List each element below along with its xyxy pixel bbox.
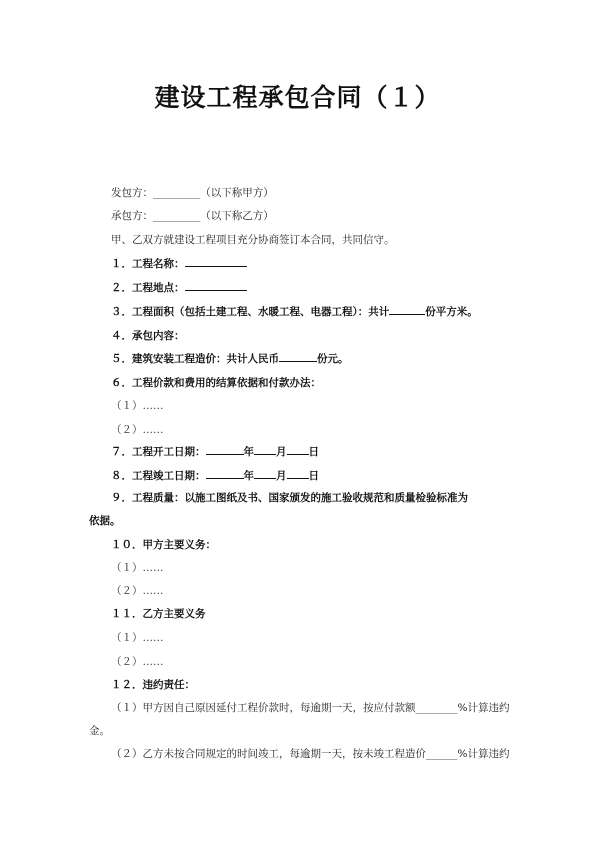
item-5-blank bbox=[279, 351, 317, 362]
item-7-year-blank bbox=[206, 444, 244, 455]
item-12-sub-1-continuation: 金。 bbox=[89, 725, 110, 737]
item-7-day: 日 bbox=[308, 446, 319, 458]
item-8-day-blank bbox=[287, 468, 309, 479]
item-8-month-blank bbox=[254, 468, 276, 479]
item-6-payment: ６．工程价款和费用的结算依据和付款办法： bbox=[111, 377, 321, 389]
item-12-breach-liability: １２．违约责任： bbox=[111, 679, 195, 691]
item-10-sub-1: （１）…… bbox=[111, 562, 164, 574]
item-10-sub-2: （２）…… bbox=[111, 585, 164, 597]
item-2-blank bbox=[185, 280, 247, 291]
item-12-sub-2: （２）乙方未按合同规定的时间竣工，每逾期一天，按未竣工程造价______%计算违约 bbox=[111, 748, 510, 760]
item-8-end-date bbox=[111, 468, 319, 483]
item-8-day: 日 bbox=[308, 470, 319, 482]
document-title: 建设工程承包合同（１） bbox=[154, 83, 441, 112]
item-8-month: 月 bbox=[276, 470, 287, 482]
item-7-year: 年 bbox=[243, 446, 254, 458]
item-5-text-a: ５．建筑安装工程造价：共计人民币 bbox=[111, 353, 279, 365]
item-7-label: ７．工程开工日期： bbox=[111, 446, 206, 458]
item-7-month-blank bbox=[254, 444, 276, 455]
party-b-line: 承包方：_________（以下称乙方） bbox=[111, 210, 274, 222]
item-8-year: 年 bbox=[243, 470, 254, 482]
item-11-party-b-duties: １１．乙方主要义务 bbox=[111, 608, 206, 620]
item-7-start-date bbox=[111, 444, 319, 459]
item-9-quality: ９．工程质量：以施工图纸及书、国家颁发的施工验收规范和质量检验标准为 bbox=[111, 492, 468, 504]
item-2-label: ２．工程地点： bbox=[111, 282, 185, 294]
item-1-label: １．工程名称： bbox=[111, 258, 185, 270]
item-3-text-b: 份平方米。 bbox=[425, 306, 478, 318]
item-1-blank bbox=[185, 256, 247, 267]
item-3-project-area bbox=[111, 304, 478, 319]
item-12-sub-1: （１）甲方因自己原因延付工程价款时，每逾期一天，按应付款额________%计算违约 bbox=[111, 702, 510, 714]
item-2-project-location bbox=[111, 280, 247, 295]
party-a-line: 发包方：_________（以下称甲方） bbox=[111, 187, 274, 199]
item-6-sub-1: （１）…… bbox=[111, 400, 164, 412]
item-8-label: ８．工程竣工日期： bbox=[111, 470, 206, 482]
item-5-text-b: 份元。 bbox=[317, 353, 349, 365]
item-8-year-blank bbox=[206, 468, 244, 479]
item-11-sub-1: （１）…… bbox=[111, 632, 164, 644]
item-9-continuation: 依据。 bbox=[89, 515, 121, 527]
intro-line: 甲、乙双方就建设工程项目充分协商签订本合同，共同信守。 bbox=[111, 234, 395, 246]
item-7-day-blank bbox=[287, 444, 309, 455]
item-7-month: 月 bbox=[276, 446, 287, 458]
item-1-project-name bbox=[111, 256, 247, 271]
item-5-cost bbox=[111, 351, 349, 366]
item-11-sub-2: （２）…… bbox=[111, 656, 164, 668]
item-3-text-a: ３．工程面积（包括土建工程、水暖工程、电器工程）：共计 bbox=[111, 306, 390, 318]
item-6-sub-2: （２）…… bbox=[111, 424, 164, 436]
item-3-blank bbox=[389, 304, 425, 315]
item-4-scope: ４．承包内容： bbox=[111, 330, 185, 342]
item-10-party-a-duties: １０．甲方主要义务： bbox=[111, 539, 216, 551]
